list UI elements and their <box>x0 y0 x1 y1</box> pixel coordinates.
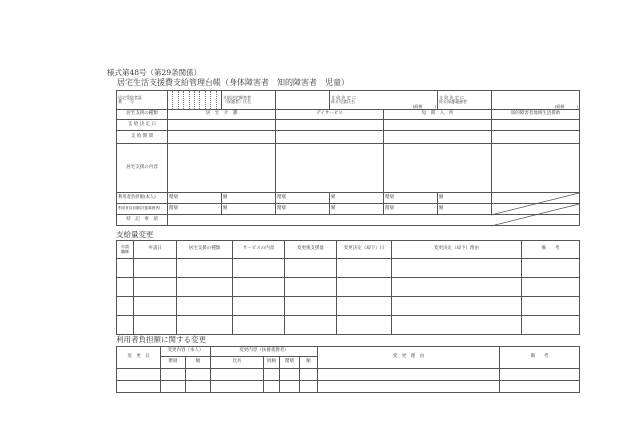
change-col-new-amount: 変更後支援量 <box>285 241 337 259</box>
burden-guardian-row <box>117 204 580 215</box>
burden-self-na <box>492 193 580 204</box>
burden-self-amount: 額 <box>186 357 211 369</box>
recipient-number-label: 居宅受給者証 番 号 <box>117 91 168 110</box>
table-row <box>117 278 580 297</box>
period-day-service[interactable] <box>276 131 384 144</box>
disabled-person-label: 支給決定障害者 （保護者）氏名 <box>222 91 276 110</box>
identity-row <box>117 91 580 110</box>
child-name-label: 支 給 決 定 に 係る児童氏名 <box>330 91 384 110</box>
burden-guardian-class-2: 階層 <box>276 204 330 215</box>
burden-self-row <box>117 193 580 204</box>
notes-label: 特 記 事 項 <box>117 215 168 226</box>
burden-self-class: 階層 <box>161 357 186 369</box>
burden-change-table <box>116 346 580 393</box>
guardian-label: 支 給 決 定 に 係る保護義務者 <box>438 91 492 110</box>
burden-guardian-label: 利用者負担額(扶養義務者) <box>117 204 168 215</box>
page-title: 居宅生活支援費支給管理台帳（身体障害者 知的障害者 児童） <box>117 78 349 87</box>
burden-guardian-class-3: 階層 <box>384 204 438 215</box>
content-label: 居宅支援の内容 <box>117 144 168 193</box>
burden-guardian-amount-2: 額 <box>330 204 384 215</box>
change-col-service-content: サービスの内容 <box>233 241 285 259</box>
table-row <box>117 316 580 335</box>
burden-col-reason: 変 更 理 由 <box>318 347 500 369</box>
content-short-stay[interactable] <box>384 144 492 193</box>
burden-guardian-na <box>492 204 580 215</box>
recipient-number-cells[interactable] <box>168 91 222 110</box>
service-home-care: 居 宅 介 護 <box>168 110 276 120</box>
burden-col-remarks: 備 考 <box>500 347 580 369</box>
change-col-date: 申請日 <box>134 241 177 259</box>
guardian-relation[interactable]: (続柄 ) <box>492 91 580 110</box>
burden-guardian-amount-1: 額 <box>222 204 276 215</box>
service-day-service: デイサービス <box>276 110 384 120</box>
burden-self-amount-2: 額 <box>330 193 384 204</box>
burden-guardian-class-1: 階層 <box>168 204 222 215</box>
content-community[interactable] <box>492 144 580 193</box>
change-table <box>116 240 580 335</box>
management-ledger-table <box>116 90 580 226</box>
period-home-care[interactable] <box>168 131 276 144</box>
decision-date-row <box>117 120 580 131</box>
table-row <box>117 259 580 278</box>
change-col-decision-date: 変更決定（却下）日 <box>337 241 392 259</box>
table-row <box>117 297 580 316</box>
child-relation[interactable]: (続柄 ) <box>384 91 438 110</box>
service-short-stay: 短 期 入 所 <box>384 110 492 120</box>
decision-date-label: 支 給 決 定 日 <box>117 120 168 131</box>
content-day-service[interactable] <box>276 144 384 193</box>
burden-col-content-self: 変更内容（本人） <box>161 347 211 357</box>
change-header-row <box>117 241 580 259</box>
burden-self-class-1: 階層 <box>168 193 222 204</box>
burden-guardian-relation: 続柄 <box>264 357 280 369</box>
change-section-title: 支給量変更 <box>116 230 154 239</box>
burden-self-class-2: 階層 <box>276 193 330 204</box>
disabled-person-field[interactable] <box>276 91 330 110</box>
burden-self-amount-3: 額 <box>438 193 492 204</box>
burden-guardian-amount: 額 <box>300 357 318 369</box>
burden-self-amount-1: 額 <box>222 193 276 204</box>
decision-date-community[interactable] <box>492 120 580 131</box>
burden-self-class-3: 階層 <box>384 193 438 204</box>
decision-date-short-stay[interactable] <box>384 120 492 131</box>
period-community[interactable] <box>492 131 580 144</box>
form-number: 様式第48号（第29条関係） <box>107 68 202 77</box>
table-row <box>117 381 580 393</box>
burden-guardian-class: 階層 <box>280 357 300 369</box>
period-row <box>117 131 580 144</box>
notes-field[interactable] <box>168 215 580 226</box>
burden-col-content-guardian: 変更内容（扶養義務者） <box>211 347 318 357</box>
burden-header-row-1 <box>117 347 580 357</box>
service-type-label: 居宅支援の種類 <box>117 110 168 120</box>
content-home-care[interactable] <box>168 144 276 193</box>
service-type-row <box>117 110 580 120</box>
burden-section-title: 利用者負担額に関する変更 <box>116 335 206 344</box>
change-col-service-type: 居宅支援の種類 <box>177 241 233 259</box>
content-row <box>117 144 580 193</box>
notes-row <box>117 215 580 226</box>
decision-date-day-service[interactable] <box>276 120 384 131</box>
burden-guardian-amount-3: 額 <box>438 204 492 215</box>
change-col-application: 申請 職権 <box>117 241 134 259</box>
table-row <box>117 369 580 381</box>
burden-guardian-name: 氏名 <box>211 357 264 369</box>
period-label: 支 給 期 間 <box>117 131 168 144</box>
period-short-stay[interactable] <box>384 131 492 144</box>
decision-date-home-care[interactable] <box>168 120 276 131</box>
change-col-remarks: 備 考 <box>522 241 580 259</box>
change-col-reason: 変更決定（却下）理由 <box>392 241 522 259</box>
burden-self-label: 利用者負担額(本人) <box>117 193 168 204</box>
burden-col-change-date: 変 更 日 <box>117 347 161 369</box>
service-community-living: 知的障害者地域生活援助 <box>492 110 580 120</box>
